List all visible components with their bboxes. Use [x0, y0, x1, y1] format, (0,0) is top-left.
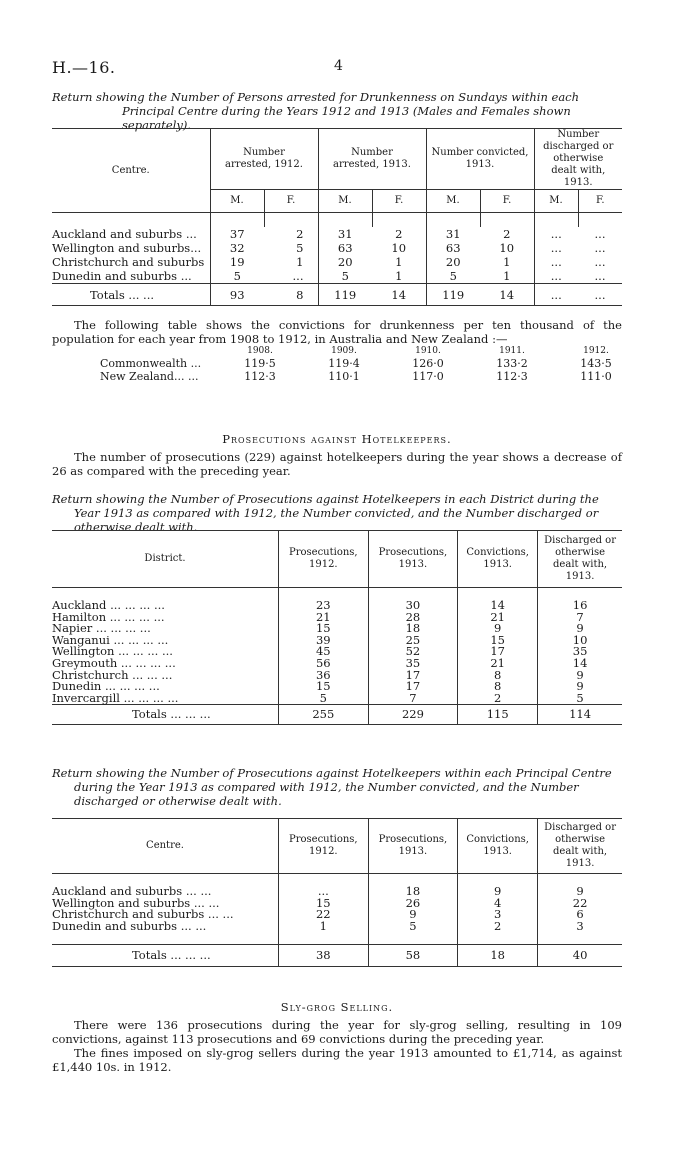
cell: 5 — [210, 269, 264, 284]
cell: 8 — [458, 670, 538, 682]
cell: 9 — [538, 886, 622, 898]
col-arrested-1913: Number arrested, 1913. — [318, 129, 426, 190]
cell: 111·0 — [580, 370, 612, 383]
year-header: 1909. — [331, 345, 357, 356]
cell: 15 — [279, 623, 369, 635]
col-centre: Centre. — [111, 164, 150, 176]
cell: 18 — [368, 623, 458, 635]
cell: 31 — [318, 227, 372, 241]
cell: ... — [534, 269, 578, 284]
sub-m: M. — [210, 190, 264, 213]
sub-f: F. — [264, 190, 318, 213]
cell: 3 — [458, 909, 538, 921]
cell: 14 — [458, 600, 538, 612]
sub-m: M. — [318, 190, 372, 213]
cell: 39 — [279, 635, 369, 647]
district-prosecutions-table — [52, 530, 622, 725]
cell: 20 — [318, 255, 372, 269]
year-header: 1911. — [499, 345, 525, 356]
cell: 10 — [538, 635, 622, 647]
cell: 112·3 — [496, 370, 528, 383]
cell: 19 — [210, 255, 264, 269]
convictions-per-ten-thousand-table — [100, 344, 638, 383]
cell: 23 — [279, 600, 369, 612]
cell: 1 — [395, 269, 403, 283]
row-label: Wellington ... ... ... ... — [52, 644, 173, 659]
cell: 15 — [458, 635, 538, 647]
cell: ... — [594, 287, 606, 302]
cell: 143·5 — [580, 357, 612, 370]
cell: ... — [594, 241, 606, 255]
col-centre: Centre. — [146, 840, 184, 851]
cell: 40 — [538, 944, 622, 966]
row-label: Christchurch and suburbs ... ... — [52, 907, 234, 922]
sub-m: M. — [534, 190, 578, 213]
cell: 5 — [426, 269, 480, 284]
cell: 9 — [458, 886, 538, 898]
intro-paragraph: The following table shows the convictions for drunkenness per ten thousand of the population for each year from 1908 to 1912, in Australia and New Zealand :— — [52, 318, 622, 346]
row-label: Dunedin and suburbs ... ... — [52, 918, 207, 933]
drunkenness-arrests-table — [52, 128, 622, 306]
centre-prosecutions-table — [52, 818, 622, 967]
cell: 114 — [538, 705, 622, 725]
col-disch-1913: Discharged or otherwise dealt with, 1913. — [538, 531, 622, 588]
cell: 7 — [368, 693, 458, 705]
cell: 56 — [279, 658, 369, 670]
cell: 26 — [368, 898, 458, 910]
cell: 119·5 — [244, 357, 276, 370]
cell: 9 — [368, 909, 458, 921]
cell: 10 — [391, 241, 407, 255]
col-pros-1912: Prosecutions, 1912. — [279, 531, 369, 588]
cell: 1 — [395, 255, 403, 269]
cell: 17 — [368, 670, 458, 682]
prosecutions-paragraph: The number of prosecutions (229) against hotelkeepers during the year shows a decrease of 26 as compared with the preceding year. — [52, 450, 622, 478]
cell: 38 — [279, 944, 369, 966]
col-pros-1913: Prosecutions, 1913. — [368, 819, 458, 874]
cell: 2 — [458, 693, 538, 705]
col-convicted-1913: Number convicted, 1913. — [426, 129, 534, 190]
cell: 5 — [538, 693, 622, 705]
totals-row — [52, 284, 622, 306]
table-row — [52, 227, 622, 241]
table-row — [52, 269, 622, 284]
cell: ... — [279, 886, 369, 898]
cell: 10 — [499, 241, 515, 255]
cell: 5 — [318, 269, 372, 284]
col-conv-1913: Convictions, 1913. — [458, 531, 538, 588]
cell: 2 — [395, 227, 403, 241]
cell: 229 — [368, 705, 458, 725]
cell: 2 — [296, 227, 304, 241]
cell: ... — [534, 241, 578, 255]
col-district: District. — [144, 553, 186, 564]
cell: 21 — [458, 658, 538, 670]
cell: 1 — [296, 255, 304, 269]
cell: 126·0 — [412, 357, 444, 370]
cell: 5 — [279, 693, 369, 705]
cell: 9 — [458, 623, 538, 635]
cell: 21 — [279, 612, 369, 624]
cell: 255 — [279, 705, 369, 725]
row-label: Auckland and suburbs ... — [52, 227, 197, 241]
totals-row — [52, 944, 622, 966]
table2-caption: Return showing the Number of Prosecutions against Hotelkeepers in each District during the Year 1913 as compared with 1912, the Number convicted, and the Number discharged or otherwise dealt with. — [52, 492, 599, 534]
row-label: Wellington and suburbs ... ... — [52, 895, 220, 910]
cell: 9 — [538, 623, 622, 635]
cell: 2 — [503, 227, 511, 241]
cell: 17 — [368, 681, 458, 693]
table-row — [52, 255, 622, 269]
col-disch-1913: Discharged or otherwise dealt with, 1913. — [538, 819, 622, 874]
cell: 1 — [279, 921, 369, 933]
cell: 37 — [210, 227, 264, 241]
page-number: 4 — [334, 58, 343, 74]
row-label: Dunedin and suburbs ... — [52, 269, 192, 283]
col-conv-1913: Convictions, 1913. — [458, 819, 538, 874]
row-label: Christchurch and suburbs — [52, 255, 205, 269]
totals-label: Totals ... ... — [90, 287, 155, 302]
row-label: Hamilton ... ... ... ... — [52, 609, 165, 624]
cell: 17 — [458, 646, 538, 658]
row-label: Wellington and suburbs... — [52, 241, 202, 255]
cell: 15 — [279, 898, 369, 910]
cell: 14 — [538, 658, 622, 670]
section-heading-prosecutions: Prosecutions against Hotelkeepers. — [222, 432, 452, 446]
cell: 4 — [458, 898, 538, 910]
totals-label: Totals ... ... ... — [132, 707, 211, 722]
cell: 30 — [368, 600, 458, 612]
row-label: Auckland ... ... ... ... — [52, 598, 165, 612]
cell: 3 — [538, 921, 622, 933]
cell: 119·4 — [328, 357, 360, 370]
cell: 18 — [368, 886, 458, 898]
year-header: 1912. — [583, 345, 609, 356]
row-label: Invercargill ... ... ... ... — [52, 690, 179, 705]
cell: 5 — [296, 241, 304, 255]
cell: ... — [534, 227, 578, 241]
cell: 7 — [538, 612, 622, 624]
cell: 35 — [538, 646, 622, 658]
cell: 6 — [538, 909, 622, 921]
sub-f: F. — [372, 190, 426, 213]
table3-caption: Return showing the Number of Prosecutions against Hotelkeepers within each Principal Centre during the Year 1913 as compared with 1912, the Number convicted, and the Number discharged or otherwise dealt with. — [52, 766, 612, 808]
cell: 15 — [279, 681, 369, 693]
section-heading-sly-grog: Sly-grog Selling. — [280, 1000, 394, 1014]
cell: 32 — [210, 241, 264, 255]
table-row — [52, 693, 622, 705]
cell: 9 — [538, 681, 622, 693]
row-label: New Zealand... ... — [100, 370, 199, 383]
cell: 115 — [458, 705, 538, 725]
table-row — [52, 241, 622, 255]
col-discharged-1913: Number discharged or otherwise dealt with, 1913. — [534, 129, 622, 190]
cell: 52 — [368, 646, 458, 658]
cell: 20 — [426, 255, 480, 269]
row-label: Wanganui ... ... ... ... — [52, 632, 169, 647]
cell: 5 — [368, 921, 458, 933]
row-label: Christchurch ... ... ... — [52, 667, 173, 682]
cell: 31 — [426, 227, 480, 241]
cell: 58 — [368, 944, 458, 966]
cell: 110·1 — [328, 370, 360, 383]
totals-row — [52, 705, 622, 725]
cell: 14 — [499, 287, 515, 302]
cell: 8 — [296, 287, 304, 302]
cell: 14 — [391, 287, 407, 302]
table-row — [100, 357, 638, 370]
cell: 2 — [458, 921, 538, 933]
table1-caption: Return showing the Number of Persons arrested for Drunkenness on Sundays within each Principal Centre during the Years 1912 and 1913 (Males and Females shown separately). — [52, 90, 580, 132]
document-reference: H.—16. — [52, 58, 116, 77]
cell: ... — [594, 255, 606, 269]
totals-label: Totals ... ... ... — [132, 947, 211, 962]
cell: ... — [594, 227, 606, 241]
table-row — [100, 370, 638, 383]
row-label: Auckland and suburbs ... ... — [52, 884, 212, 898]
col-arrested-1912: Number arrested, 1912. — [210, 129, 318, 190]
cell: 119 — [318, 284, 372, 306]
cell: 63 — [318, 241, 372, 255]
fines-paragraph: The fines imposed on sly-grog sellers during the year 1913 amounted to £1,714, as against £1,440 10s. in 1912. — [52, 1046, 622, 1074]
cell: ... — [292, 269, 304, 283]
cell: 28 — [368, 612, 458, 624]
cell: 1 — [503, 269, 511, 283]
sly-grog-paragraph: There were 136 prosecutions during the year for sly-grog selling, resulting in 109 convictions, against 113 prosecutions and 69 convictions during the preceding year. — [52, 1018, 622, 1046]
sub-m: M. — [426, 190, 480, 213]
sub-f: F. — [578, 190, 622, 213]
year-header: 1908. — [247, 345, 273, 356]
cell: 18 — [458, 944, 538, 966]
cell: 1 — [503, 255, 511, 269]
cell: 45 — [279, 646, 369, 658]
cell: 25 — [368, 635, 458, 647]
cell: 112·3 — [244, 370, 276, 383]
row-label: Greymouth ... ... ... ... — [52, 655, 176, 670]
cell: 22 — [279, 909, 369, 921]
col-pros-1913: Prosecutions, 1913. — [368, 531, 458, 588]
cell: 117·0 — [412, 370, 444, 383]
cell: 133·2 — [496, 357, 528, 370]
row-label: Dunedin ... ... ... ... — [52, 679, 160, 694]
cell: 63 — [426, 241, 480, 255]
cell: 93 — [210, 284, 264, 306]
cell: 8 — [458, 681, 538, 693]
cell: ... — [594, 269, 606, 283]
row-label: Commonwealth ... — [100, 357, 202, 370]
cell: ... — [534, 255, 578, 269]
cell: 119 — [426, 284, 480, 306]
cell: ... — [534, 284, 578, 306]
year-header: 1910. — [415, 345, 441, 356]
cell: 36 — [279, 670, 369, 682]
row-label: Napier ... ... ... ... — [52, 621, 151, 636]
sub-f: F. — [480, 190, 534, 213]
cell: 16 — [538, 600, 622, 612]
table-row — [52, 921, 622, 933]
cell: 9 — [538, 670, 622, 682]
cell: 22 — [538, 898, 622, 910]
cell: 35 — [368, 658, 458, 670]
col-pros-1912: Prosecutions, 1912. — [279, 819, 369, 874]
cell: 21 — [458, 612, 538, 624]
